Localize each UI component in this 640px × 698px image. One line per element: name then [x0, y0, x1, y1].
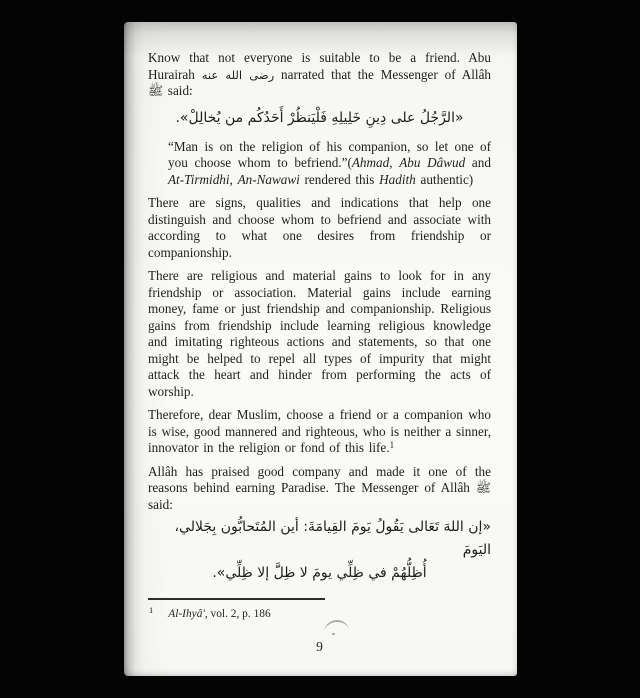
- intro-text-after: said:: [163, 83, 193, 98]
- book-page: [124, 22, 517, 676]
- quote-authentic-text: authentic): [415, 171, 474, 187]
- intro-text-before: Know that not everyone is suitable to be a friend. Abu Hurairah: [148, 50, 491, 82]
- source-nawawi: An-Nawawi: [237, 171, 300, 187]
- quote-comma-2: ,: [229, 171, 238, 187]
- quote-comma-1: ,: [389, 155, 400, 170]
- quote-and: and: [465, 155, 491, 170]
- pen-dot-mark: [332, 633, 335, 635]
- hadith-translation-quote: [168, 139, 491, 189]
- hadith-companion-arabic: «الرَّجُلُ على دِينِ خَلِيلِهِ فَلْيَنظُرْ أَحَدُكُم من يُخالِلْ».: [175, 109, 464, 126]
- honorific-arabic-text: رضى الله عنه: [201, 67, 275, 82]
- signs-paragraph: There are signs, qualities and indications that help one distinguish and choose whom to befriend and associate with according to what one desires from friendship or companionship.: [148, 195, 491, 260]
- intro-paragraph: [148, 50, 491, 100]
- quote-rendered-text: rendered this: [299, 171, 380, 187]
- source-abu-dawud: Abu Dâwud: [399, 155, 466, 170]
- pen-scribble-mark: [323, 619, 349, 637]
- saw-honorific-symbol: ﷺ: [475, 480, 491, 495]
- footnote-separator-rule: [148, 598, 325, 600]
- hadith-shade-line-1: «إن اللهَ تَعَالى يَقُولُ يَومَ القِيامَةَ: أين المُتَحابُّون بِجَلالي، اليَومَ: [174, 519, 491, 558]
- gains-paragraph: There are religious and material gains to look for in any friendship or association. Material gains include earning money, fame or just friendship and companionship. Religious gains from friendship include learning religious knowledge and imitating righteous actions and statements, so that one might be helped to repel all types of impurity that might attack the heart and hinder from performing the acts of worship.: [148, 268, 491, 399]
- hadith-shade-line-2: أُظِلُّهُمْ في ظِلِّي يومَ لا ظِلَّ إلا ظِلِّي».: [212, 565, 427, 581]
- hadith-word-italic: Hadith: [379, 171, 416, 187]
- source-tirmidhi: At-Tirmidhi: [168, 171, 230, 187]
- source-ahmad: Ahmad: [351, 155, 390, 170]
- praised-text-after: said:: [148, 496, 173, 512]
- page-content: [148, 50, 491, 621]
- therefore-paragraph: [148, 407, 491, 457]
- page-number: 9: [316, 639, 323, 654]
- hadith-shade-arabic: [148, 516, 491, 585]
- footnote-source-title: Al-Ihyâ': [168, 608, 205, 620]
- saw-honorific-symbol: ﷺ: [148, 83, 164, 98]
- footnote: [148, 607, 491, 621]
- intro-text-middle: narrated that the Messenger of Allâh: [274, 66, 492, 82]
- therefore-text: Therefore, dear Muslim, choose a friend or a companion who is wise, good mannered and righteous, who is neither a sinner, innovator in the religion or fond of this life.: [148, 407, 491, 455]
- footnote-detail: , vol. 2, p. 186: [204, 608, 271, 620]
- footnote-reference-mark: 1: [389, 440, 395, 450]
- praised-text-before: Allâh has praised good company and made it one of the reasons behind earning Paradise. The Messenger of Allâh: [148, 463, 491, 495]
- footnote-number: 1: [149, 605, 154, 615]
- praised-paragraph: [148, 464, 491, 514]
- quote-translation-text: “Man is on the religion of his companion, so let one of you choose whom to befriend.”(: [168, 138, 491, 170]
